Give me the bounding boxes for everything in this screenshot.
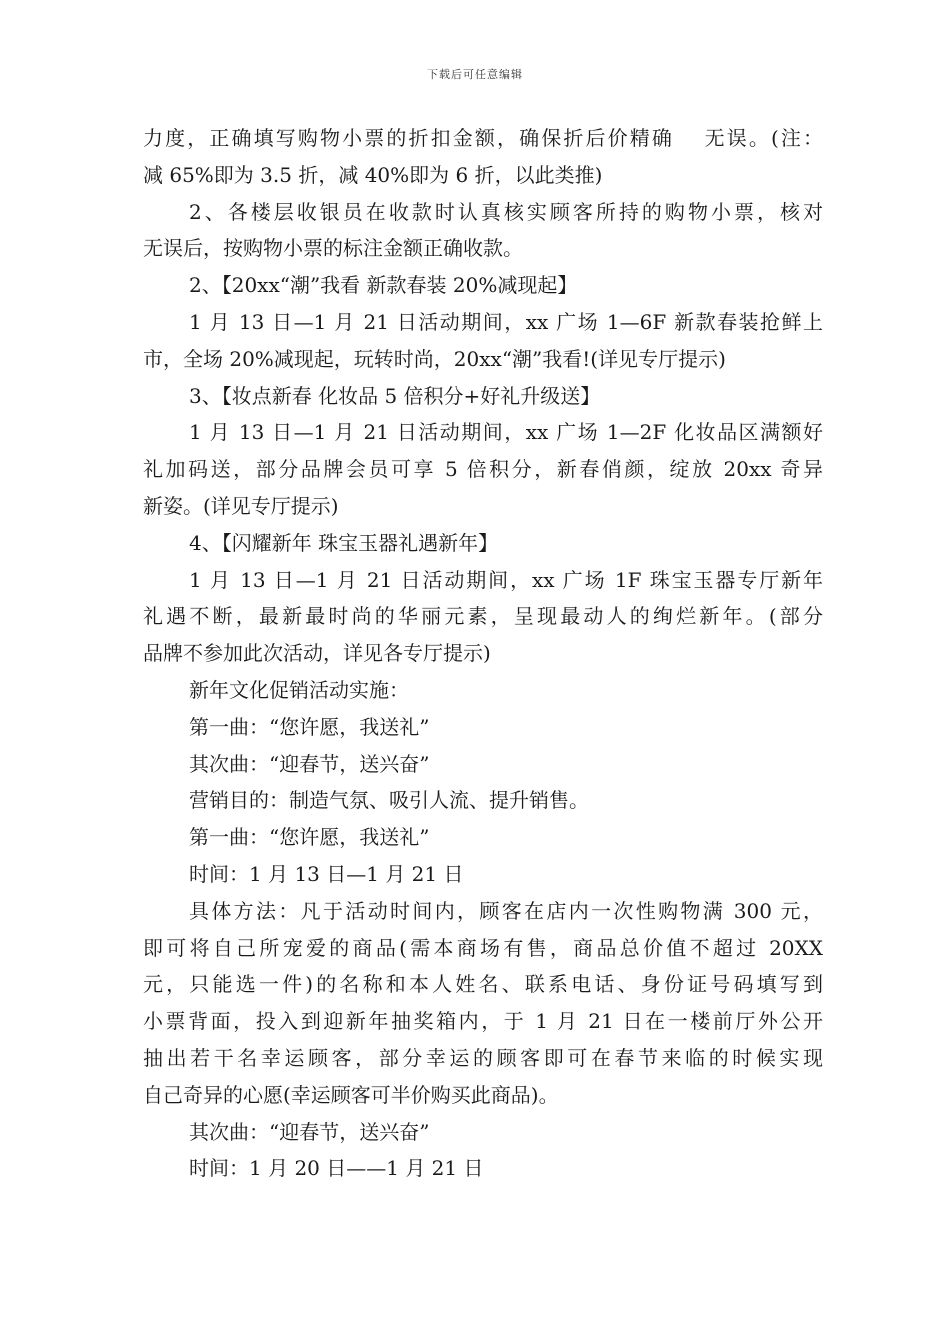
text-line: 新姿。(详见专厅提示) bbox=[143, 493, 339, 518]
text-line: 3、【妆点新春 化妆品 5 倍积分+好礼升级送】 bbox=[189, 383, 601, 408]
text-line: 1 月 13 日—1 月 21 日活动期间，xx 广场 1F 珠宝玉器专厅新年 bbox=[189, 567, 823, 592]
text-line: 市，全场 20%减现起，玩转时尚，20xx“潮”我看!(详见专厅提示) bbox=[143, 346, 726, 371]
text-line: 礼加码送，部分品牌会员可享 5 倍积分，新春俏颜，绽放 20xx 奇异 bbox=[143, 457, 823, 482]
text-line: 品牌不参加此次活动，详见各专厅提示) bbox=[143, 641, 491, 666]
page-header: 下载后可任意编辑 bbox=[427, 68, 523, 81]
text-line: 2、各楼层收银员在收款时认真核实顾客所持的购物小票，核对 bbox=[189, 199, 823, 224]
text-line: 4、【闪耀新年 珠宝玉器礼遇新年】 bbox=[189, 530, 499, 555]
text-line: 时间：1 月 20 日——1 月 21 日 bbox=[189, 1156, 484, 1181]
text-line: 1 月 13 日—1 月 21 日活动期间，xx 广场 1—6F 新款春装抢鲜上 bbox=[189, 309, 823, 334]
text-line: 小票背面，投入到迎新年抽奖箱内，于 1 月 21 日在一楼前厅外公开 bbox=[143, 1009, 823, 1034]
text-line: 时间：1 月 13 日—1 月 21 日 bbox=[189, 861, 464, 886]
text-line: 第一曲：“您许愿，我送礼” bbox=[189, 825, 430, 850]
text-line: 1 月 13 日—1 月 21 日活动期间，xx 广场 1—2F 化妆品区满额好 bbox=[189, 420, 823, 445]
text-line: 其次曲：“迎春节，送兴奋” bbox=[189, 751, 430, 776]
text-line: 新年文化促销活动实施： bbox=[189, 677, 409, 702]
text-line: 元，只能选一件)的名称和本人姓名、联系电话、身份证号码填写到 bbox=[143, 972, 823, 997]
document-body bbox=[143, 120, 823, 1187]
text-line: 自己奇异的心愿(幸运顾客可半价购买此商品)。 bbox=[143, 1082, 559, 1107]
text-line: 营销目的：制造气氛、吸引人流、提升销售。 bbox=[189, 788, 589, 813]
text-line: 2、【20xx“潮”我看 新款春装 20%减现起】 bbox=[189, 273, 578, 298]
text-line: 具体方法：凡于活动时间内，顾客在店内一次性购物满 300 元， bbox=[189, 898, 823, 923]
text-line: 无误后，按购物小票的标注金额正确收款。 bbox=[143, 236, 523, 261]
text-line: 即可将自己所宠爱的商品(需本商场有售，商品总价值不超过 20XX bbox=[143, 935, 823, 960]
text-line: 减 65%即为 3.5 折，减 40%即为 6 折，以此类推) bbox=[143, 162, 603, 187]
text-line: 抽出若干名幸运顾客，部分幸运的顾客即可在春节来临的时候实现 bbox=[143, 1045, 823, 1070]
text-line: 礼遇不断，最新最时尚的华丽元素，呈现最动人的绚烂新年。(部分 bbox=[143, 604, 823, 629]
text-line: 其次曲：“迎春节，送兴奋” bbox=[189, 1119, 430, 1144]
text-line: 力度，正确填写购物小票的折扣金额，确保折后价精确 无误。(注： bbox=[143, 126, 823, 150]
text-line: 第一曲：“您许愿，我送礼” bbox=[189, 714, 430, 739]
